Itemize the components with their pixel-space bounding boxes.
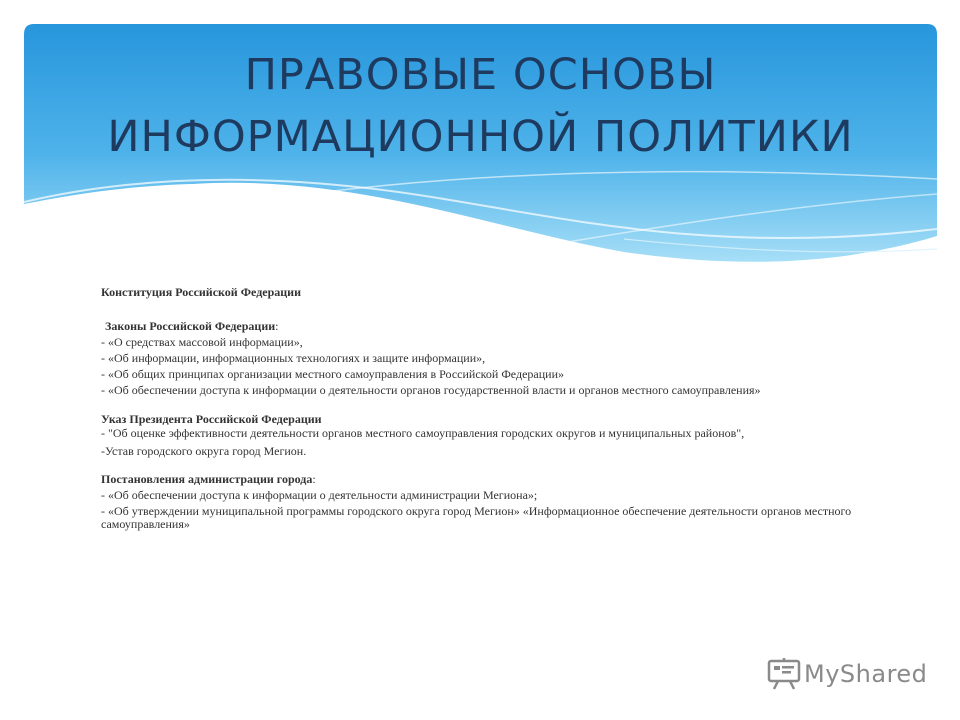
resolutions-heading: Постановления администрации города (101, 472, 313, 486)
title-line-2: ИНФОРМАЦИОННОЙ ПОЛИТИКИ (107, 112, 854, 162)
title-line-1: ПРАВОВЫЕ ОСНОВЫ (244, 50, 717, 100)
slide-body (101, 284, 861, 531)
watermark-text: MyShared (804, 660, 928, 688)
laws-heading-line (101, 318, 861, 334)
watermark (766, 656, 927, 692)
decree-item: - "Об оценке эффективности деятельности органов местного самоуправления городских округов и муниципальных районов", (101, 426, 745, 440)
slide-title (24, 44, 937, 168)
resolutions-item: - «Об обеспечении доступа к информации о деятельности администрации Мегиона»; (101, 488, 538, 502)
presentation-board-icon (766, 656, 802, 692)
laws-item: - «Об обеспечении доступа к информации о деятельности органов государственной власти и органов местного самоуправления» (101, 383, 761, 397)
laws-item: - «Об общих принципах организации местного самоуправления в Российской Федерации» (101, 367, 564, 381)
decree-item: -Устав городского округа город Мегион. (101, 444, 307, 458)
resolutions-heading-line (101, 471, 861, 487)
laws-colon: : (275, 319, 279, 333)
decree-heading: Указ Президента Российской Федерации (101, 412, 322, 426)
laws-item: - «О средствах массовой информации», (101, 335, 303, 349)
laws-heading: Законы Российской Федерации (105, 319, 276, 333)
laws-item: - «Об информации, информационных технологиях и защите информации», (101, 351, 486, 365)
resolutions-colon: : (312, 472, 316, 486)
constitution-heading: Конституция Российской Федерации (101, 285, 302, 299)
resolutions-item: - «Об утверждении муниципальной программы городского округа город Мегион» «Информационное обеспечение деятельности органов местного самоуправления» (101, 504, 852, 531)
